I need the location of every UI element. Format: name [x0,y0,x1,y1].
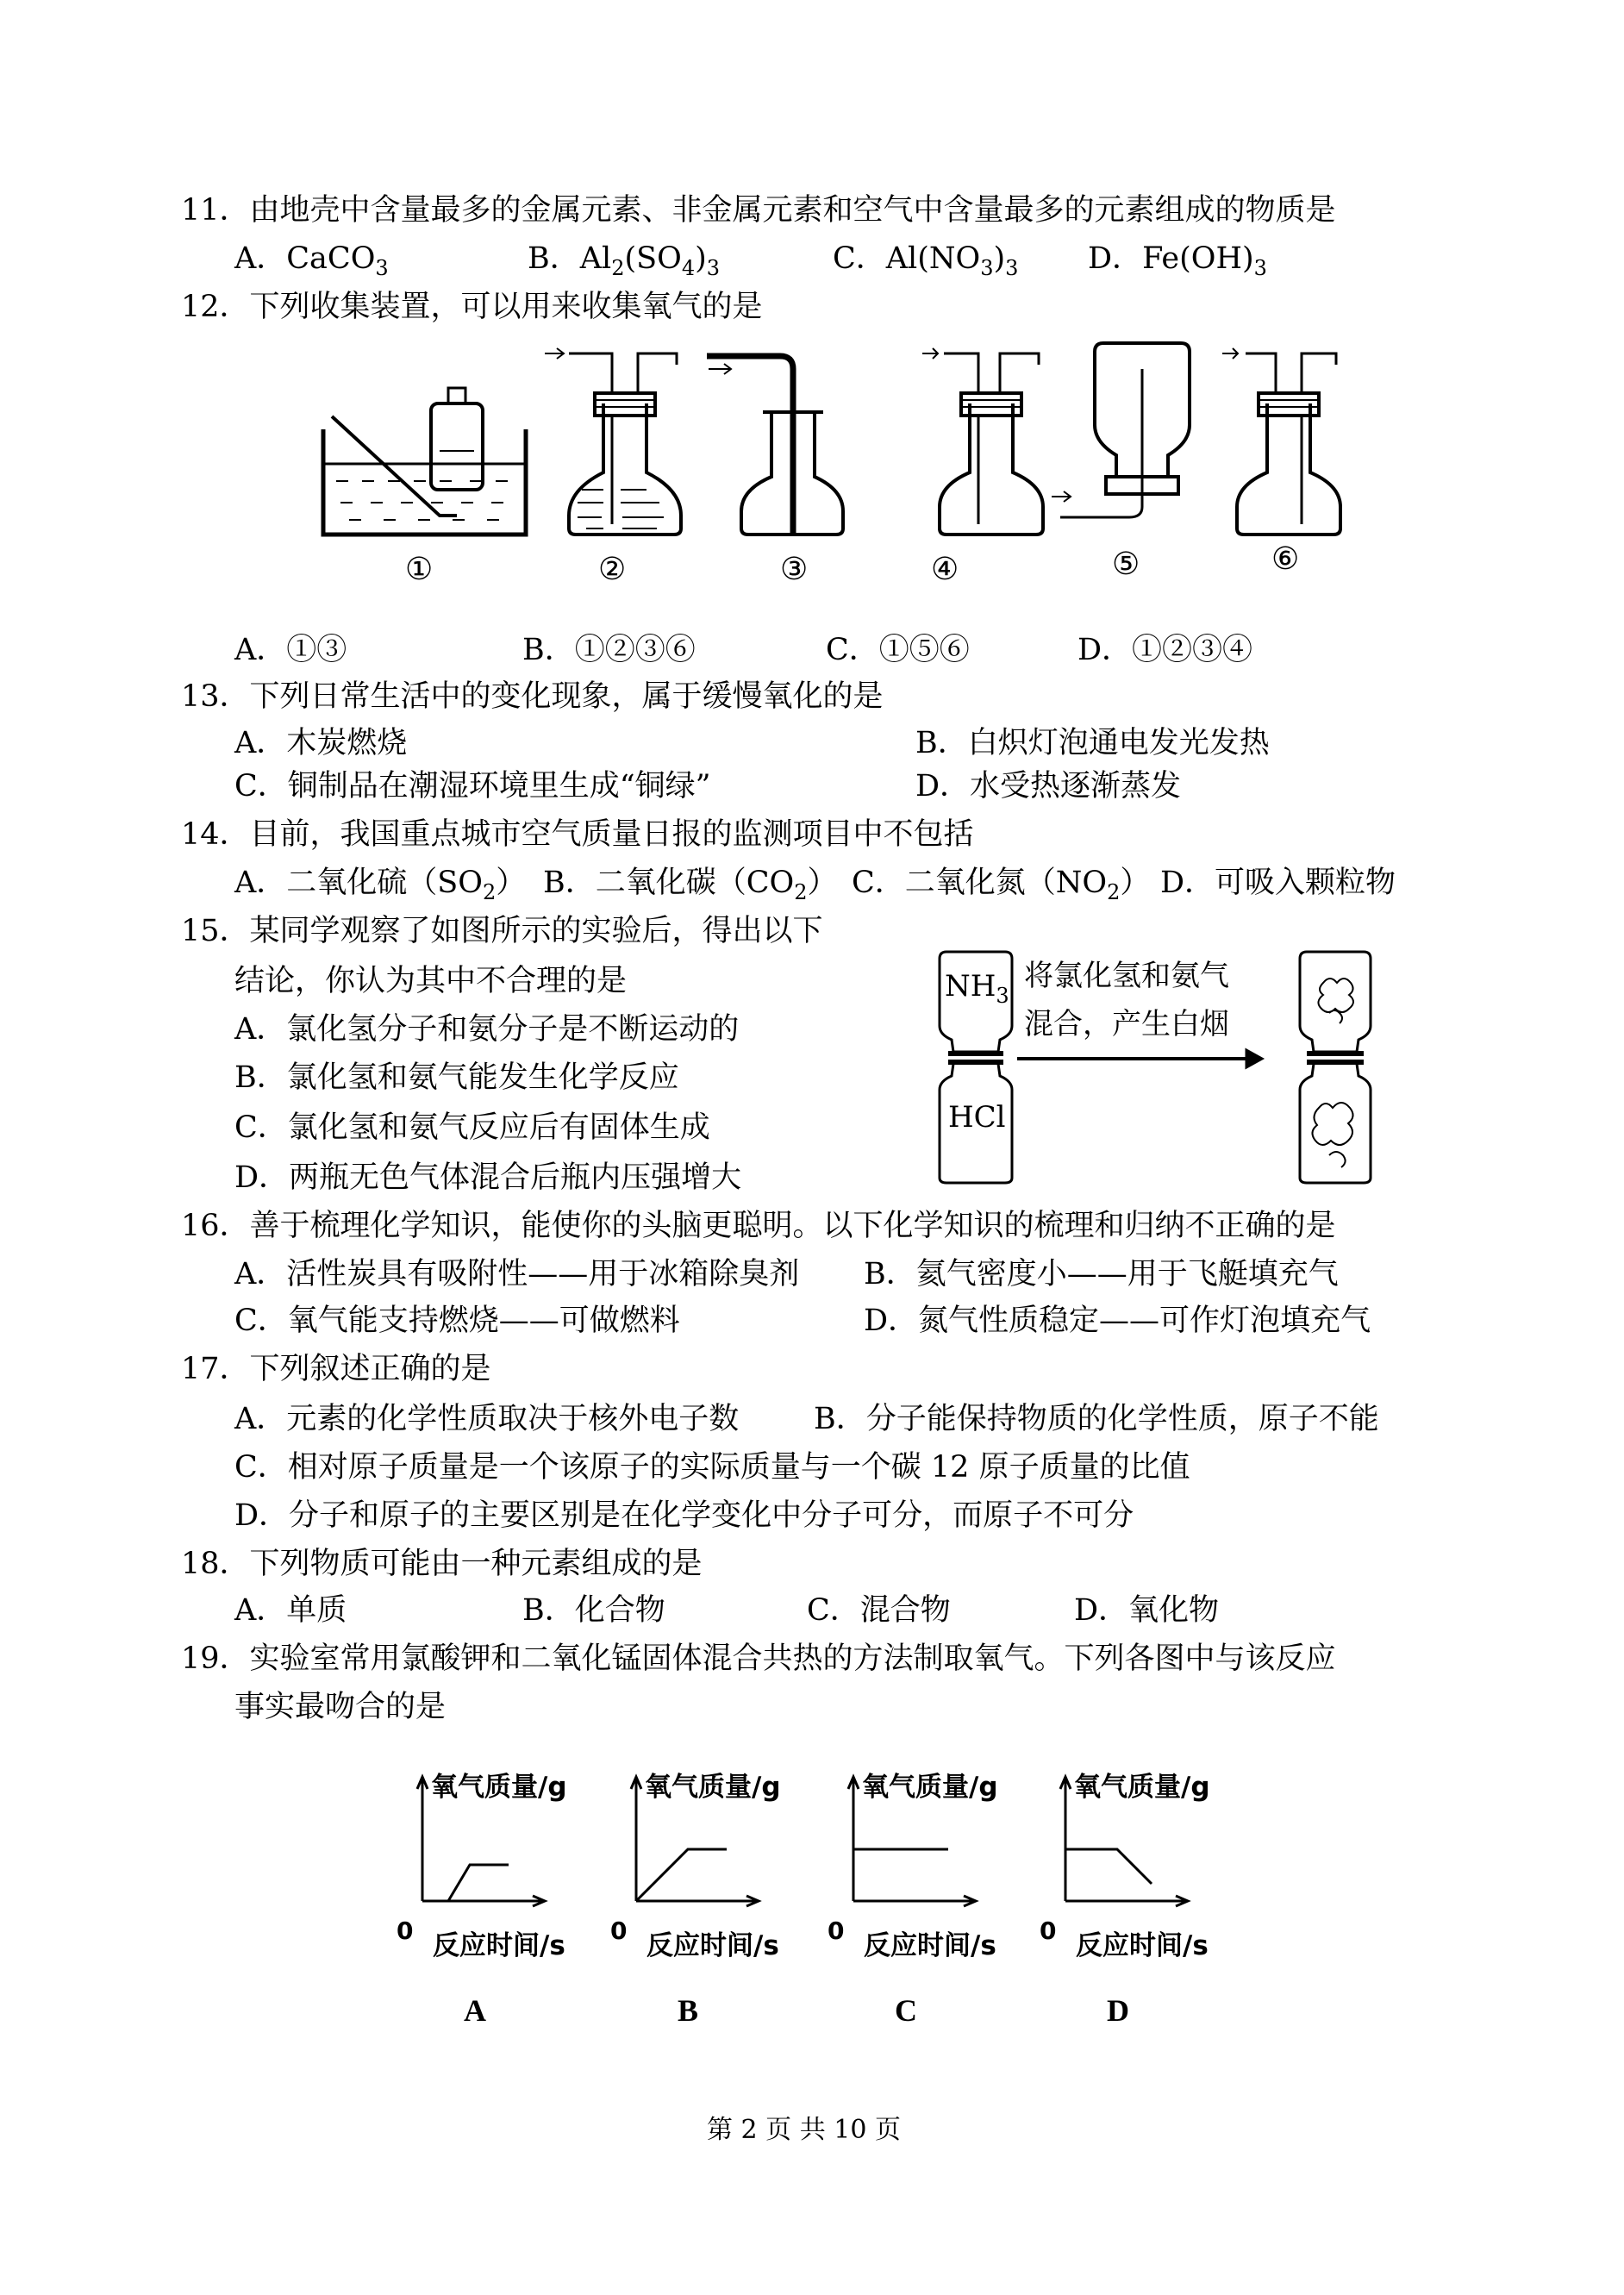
q16-option-d: D．氮气性质稳定——可作灯泡填充气 [864,1304,1371,1338]
apparatus-2-bottle-water [545,348,681,535]
q18-option-c: C．混合物 [807,1593,951,1628]
q13-option-b: B．白炽灯泡通电发光发热 [915,726,1270,760]
graph-x-label: 反应时间/s [646,1930,779,1961]
q14-option-c: C．二氧化氮$(NO_2)$ [852,866,1151,904]
q16-option-a: A．活性炭具有吸附性——用于冰箱除臭剂 [234,1257,800,1291]
graph-y-label: 氧气质量/g [431,1772,567,1803]
q11-option-d: D．$Fe(OH)_3$ [1088,241,1267,280]
apparatus-label-4: ④ [931,552,959,587]
q13-option-d: D．水受热逐渐蒸发 [915,769,1182,804]
graph-curve-B [636,1849,727,1901]
q14-stem: 14．目前，我国重点城市空气质量日报的监测项目中不包括 [181,817,974,852]
graph-x-label: 反应时间/s [433,1930,565,1961]
q19-graph-B [610,1772,817,2030]
q19-stem-line1: 19．实验室常用氯酸钾和二氧化锰固体混合共热的方法制取氧气。下列各图中与该反应 [181,1642,1336,1676]
q19-graph-A [397,1772,603,2030]
q14-option-b: B．二氧化碳$(CO_2)$ [543,866,838,904]
q18-option-a: A．单质 [234,1593,347,1628]
q15-stem-line1: 15．某同学观察了如图所示的实验后，得出以下 [181,914,823,948]
apparatus-label-6: ⑥ [1271,541,1300,577]
apparatus-label-3: ③ [780,552,809,587]
apparatus-5-inverted-bottle [1052,343,1190,517]
q17-option-b: B．分子能保持物质的化学性质，原子不能 [814,1402,1379,1436]
q15-hcl-label: HCl [948,1100,1006,1135]
q16-option-c: C．氧气能支持燃烧——可做燃料 [234,1304,680,1338]
q16-option-b: B．氦气密度小——用于飞艇填充气 [864,1257,1339,1291]
graph-y-label: 氧气质量/g [1074,1772,1210,1803]
graph-letter-A: A [464,1993,486,2028]
q18-option-b: B．化合物 [522,1593,665,1628]
apparatus-4-bottle-long-in [922,348,1043,535]
graph-letter-C: C [895,1993,917,2028]
q17-option-c: C．相对原子质量是一个该原子的实际质量与一个碳 12 原子质量的比值 [234,1450,1190,1485]
apparatus-3-bottle-bent-tube [707,347,843,535]
q11-option-a: A．CaCO$_3$ [234,241,389,280]
q15-option-d: D．两瓶无色气体混合后瓶内压强增大 [234,1160,742,1195]
q18-option-d: D．氧化物 [1074,1593,1220,1628]
q18-stem: 18．下列物质可能由一种元素组成的是 [181,1547,703,1581]
apparatus-label-1: ① [405,552,434,587]
q11-stem: 11．由地壳中含量最多的金属元素、非金属元素和空气中含量最多的元素组成的物质是 [181,193,1336,228]
q15-stem-line2: 结论，你认为其中不合理的是 [234,964,628,998]
q17-stem: 17．下列叙述正确的是 [181,1352,491,1386]
apparatus-label-2: ② [598,552,627,587]
graph-curve-D [1065,1849,1152,1884]
q19-graph-D [1040,1772,1246,2030]
q19-stem-line2: 事实最吻合的是 [234,1690,447,1724]
q17-option-a: A．元素的化学性质取决于核外电子数 [234,1402,740,1436]
q12-option-d: D．①②③④ [1077,633,1253,667]
q11-option-b: B．$Al_2(SO_4)_3$ [528,241,721,280]
q19-graph-C [828,1772,1034,2030]
graph-y-label: 氧气质量/g [645,1772,781,1803]
q15-option-a: A．氯化氢分子和氨分子是不断运动的 [234,1012,740,1047]
q13-option-c: C．铜制品在潮湿环境里生成“铜绿” [234,769,711,804]
q12-stem: 12．下列收集装置，可以用来收集氧气的是 [181,290,763,324]
apparatus-label-5: ⑤ [1112,547,1140,582]
q15-caption-line1: 将氯化氢和氨气 [1024,959,1229,993]
apparatus-1-water-trough [323,388,526,535]
apparatus-6-bottle-short-in [1222,348,1340,535]
q13-stem: 13．下列日常生活中的变化现象，属于缓慢氧化的是 [181,679,884,714]
q13-option-a: A．木炭燃烧 [234,726,408,760]
graph-letter-D: D [1107,1993,1129,2028]
q15-option-b: B．氯化氢和氨气能发生化学反应 [234,1060,679,1095]
gas-collection-apparatus-figure [319,335,1353,610]
q17-option-d: D．分子和原子的主要区别是在化学变化中分子可分，而原子不可分 [234,1498,1134,1533]
q14-option-a: A．二氧化硫$(SO_2)$ [234,866,527,904]
graph-origin: 0 [397,1917,414,1945]
q12-option-a: A．①③ [234,633,347,667]
graph-letter-B: B [678,1993,699,2028]
q12-option-c: C．①⑤⑥ [826,633,970,667]
graph-origin: 0 [828,1917,845,1945]
q12-option-b: B．①②③⑥ [522,633,696,667]
graph-origin: 0 [610,1917,628,1945]
q16-stem: 16．善于梳理化学知识，能使你的头脑更聪明。以下化学知识的梳理和归纳不正确的是 [181,1209,1336,1243]
graph-origin: 0 [1040,1917,1057,1945]
graph-y-label: 氧气质量/g [862,1772,998,1803]
graph-x-label: 反应时间/s [1076,1930,1209,1961]
q15-nh3-label: $NH_3$ [945,969,1009,1008]
q14-option-d: D．可吸入颗粒物 [1160,866,1396,900]
q11-option-c: C．$Al(NO_3)_3$ [833,241,1019,280]
page-footer: 第 2 页 共 10 页 [707,2115,901,2145]
q15-option-c: C．氯化氢和氨气反应后有固体生成 [234,1110,710,1145]
q15-caption-line2: 混合，产生白烟 [1024,1007,1229,1041]
graph-x-label: 反应时间/s [864,1930,996,1961]
graph-curve-A [422,1865,509,1901]
